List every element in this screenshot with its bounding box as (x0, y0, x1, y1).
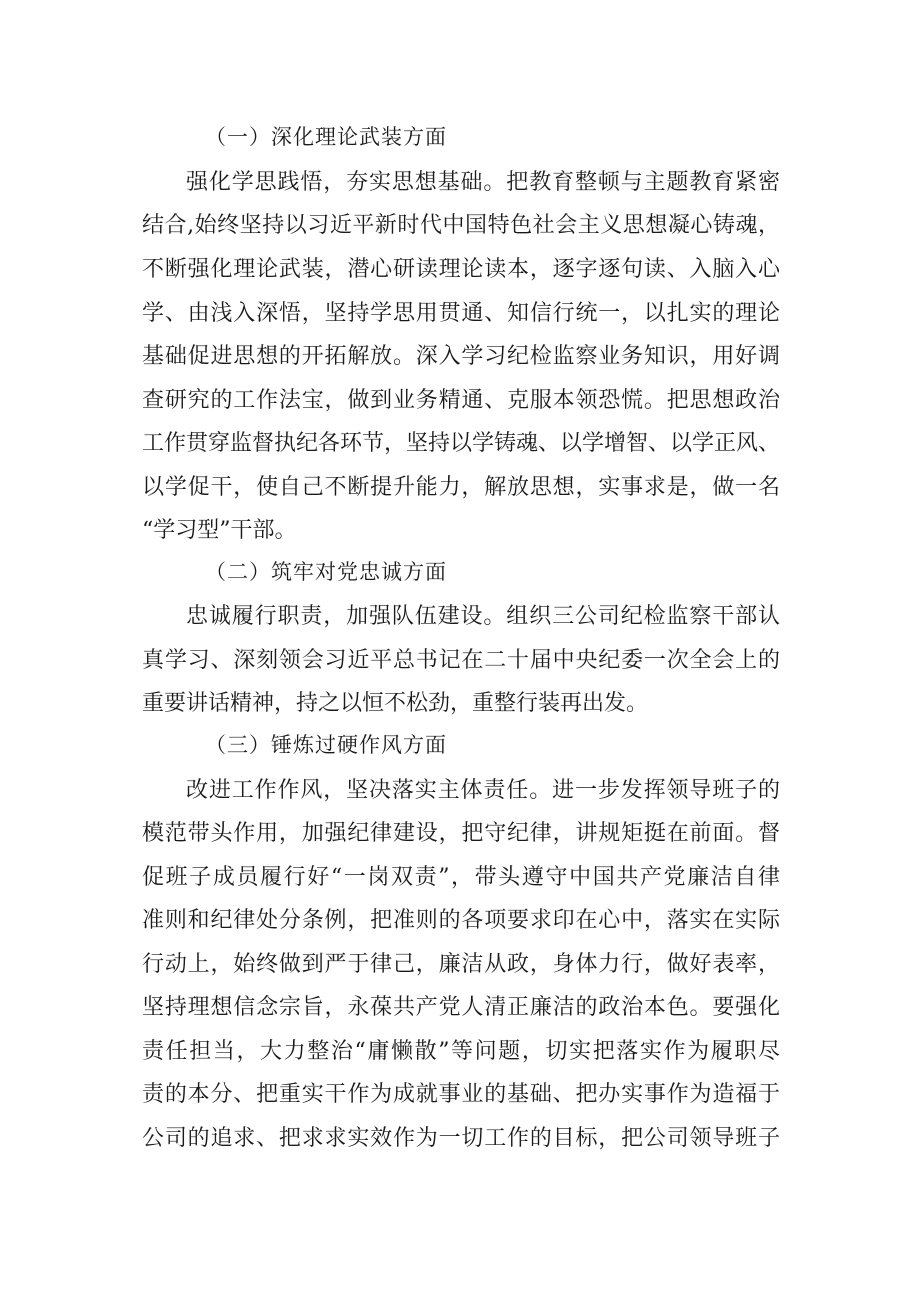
section-heading-2: （二）筑牢对党忠诚方面 (205, 560, 447, 584)
paragraph-line: 准则和纪律处分条例，把准则的各项要求印在心中，落实在实际 (142, 908, 780, 933)
paragraph-line: 模范带头作用，加强纪律建设，把守纪律，讲规矩挺在前面。督 (142, 821, 780, 846)
paragraph-line: 查研究的工作法宝，做到业务精通、克服本领恐慌。把思想政治 (142, 388, 780, 413)
paragraph-line: 不断强化理论武装，潜心研读理论读本，逐字逐句读、入脑入心 (142, 257, 780, 282)
paragraph-line: 学、由浅入深悟，坚持学思用贯通、知信行统一，以扎实的理论 (142, 301, 780, 326)
paragraph-line: 改进工作作风，坚决落实主体责任。进一步发挥领导班子的 (186, 778, 780, 803)
paragraph-line: 责任担当，大力整治“庸懒散”等问题，切实把落实作为履职尽 (142, 1039, 780, 1064)
paragraph-line: 坚持理想信念宗旨，永葆共产党人清正廉洁的政治本色。要强化 (142, 995, 780, 1020)
paragraph-line: 工作贯穿监督执纪各环节，坚持以学铸魂、以学增智、以学正风、 (142, 431, 781, 456)
paragraph-line: 结合,始终坚持以习近平新时代中国特色社会主义思想凝心铸魂， (142, 213, 780, 238)
paragraph-line: 公司的追求、把求求实效作为一切工作的目标，把公司领导班子 (142, 1126, 780, 1151)
section-heading-3: （三）锤炼过硬作风方面 (205, 733, 447, 757)
paragraph-line: 重要讲话精神，持之以恒不松劲，重整行装再出发。 (142, 691, 649, 716)
paragraph-line: 行动上，始终做到严于律己，廉洁从政，身体力行，做好表率， (142, 952, 780, 977)
section-heading-1: （一）深化理论武装方面 (205, 125, 447, 149)
paragraph-line: 真学习、深刻领会习近平总书记在二十届中央纪委一次全会上的 (142, 648, 780, 673)
paragraph-line: 基础促进思想的开拓解放。深入学习纪检监察业务知识，用好调 (142, 344, 780, 369)
paragraph-line: 强化学思践悟，夯实思想基础。把教育整顿与主题教育紧密 (186, 170, 780, 195)
paragraph-line: 以学促干，使自己不断提升能力，解放思想，实事求是，做一名 (142, 475, 780, 500)
paragraph-line: “学习型”干部。 (142, 518, 297, 543)
paragraph-line: 忠诚履行职责，加强队伍建设。组织三公司纪检监察干部认 (186, 604, 780, 629)
paragraph-line: 责的本分、把重实干作为成就事业的基础、把办实事作为造福于 (142, 1082, 780, 1107)
paragraph-line: 促班子成员履行好“一岗双责”，带头遵守中国共产党廉洁自律 (142, 865, 780, 890)
